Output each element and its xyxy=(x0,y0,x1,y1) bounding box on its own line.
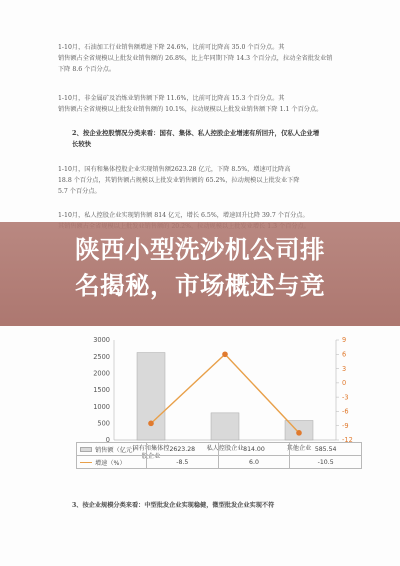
left-tick-label: 2500 xyxy=(93,352,110,361)
paragraph-nonmetal xyxy=(58,93,354,115)
text-line: 1-10月，私人控股企业实现销售额 814 亿元，增长 6.5%，增速回升比降 39.7 个百分点。 xyxy=(58,212,309,219)
legend-line-swatch xyxy=(80,462,92,464)
left-tick-label: 500 xyxy=(97,419,110,428)
table-row xyxy=(77,443,362,456)
text-line: 1-10月，石油加工行业销售额增速下降 24.6%，比前可比降高 35.0 个百分点。其 xyxy=(58,44,285,51)
table-row-label xyxy=(77,456,147,469)
section-heading-ownership xyxy=(72,128,352,150)
table-cell: 6.0 xyxy=(218,456,290,469)
table-cell: 2623.28 xyxy=(146,443,218,456)
paragraph-state-owned xyxy=(58,164,354,197)
right-tick-label: -6 xyxy=(342,407,349,416)
right-tick-label: 6 xyxy=(342,350,347,359)
table-cell: 585.54 xyxy=(290,443,362,456)
left-tick-label: 1500 xyxy=(93,386,110,395)
left-tick-label: 2000 xyxy=(93,369,110,378)
bar xyxy=(137,353,165,440)
category-label: 私人控股企业 xyxy=(206,445,244,452)
bar xyxy=(211,413,239,440)
legend-bar-swatch xyxy=(80,447,92,452)
text-line: 下降 8.6 个百分点。 xyxy=(58,66,116,73)
section-heading-size: 3、按企业规模分类来看：中型批发企业实现稳健，微型批发企业实现不符 xyxy=(72,502,275,509)
growth-point xyxy=(222,351,228,357)
paragraph-petroleum xyxy=(58,42,354,75)
title-line: 陕西小型洗沙机公司排 xyxy=(75,235,325,264)
text-line: 销售额占全省规模以上批发业销售额的 10.1%，拉动规模以上批发业销售额下降 1.1 个百分点。 xyxy=(58,106,323,113)
category-label: 其他企业 xyxy=(286,445,312,452)
text-line: 1-10月，非金属矿及冶炼业销售额下降 11.6%，比前可比降高 15.3 个百分点。其 xyxy=(58,95,285,102)
table-cell: -8.5 xyxy=(146,456,218,469)
right-tick-label: 0 xyxy=(342,379,347,388)
series-name: 增速（%） xyxy=(95,459,126,467)
left-tick-label: 3000 xyxy=(93,336,110,345)
left-tick-label: 0 xyxy=(105,436,110,445)
category-label: 股企业 xyxy=(141,453,161,460)
text-line: 长较快 xyxy=(72,140,92,148)
chart-data-table xyxy=(76,442,362,469)
text-line: 18.8 个百分点，其销售额占规模以上批发业销售额的 65.2%，拉动规模以上批发业下降 xyxy=(58,177,300,184)
text-line: 2、按企业控股情况分类来看：国有、集体、私人控股企业增速有所回升，仅私人企业增 xyxy=(72,129,320,137)
table-row xyxy=(77,456,362,469)
series-name: 销售额（亿元） xyxy=(95,446,139,454)
right-tick-label: 9 xyxy=(342,336,347,345)
article-title xyxy=(0,232,400,304)
right-tick-label: -12 xyxy=(342,436,353,445)
title-line: 名揭秘，市场概述与竞 xyxy=(75,271,325,300)
right-tick-label: 3 xyxy=(342,364,347,373)
text-line: 1-10月，国有和集体控股企业实现销售额2623.28 亿元，下降 8.5%，增速可比降高 xyxy=(58,166,291,173)
table-cell: 814.00 xyxy=(218,443,290,456)
table-row-label xyxy=(77,443,147,456)
table-cell: -10.5 xyxy=(290,456,362,469)
growth-point xyxy=(296,430,302,436)
text-line: 销售额占全省规模以上批发业销售额的 26.8%，比上年同期下降 14.3 个百分点，拉动全省批发业销 xyxy=(58,55,333,62)
category-label: 国有和集体控 xyxy=(132,445,170,452)
right-tick-label: -9 xyxy=(342,421,349,430)
left-tick-label: 1000 xyxy=(93,402,110,411)
right-tick-label: -3 xyxy=(342,393,349,402)
growth-point xyxy=(148,421,154,427)
text-line: 5.7 个百分点。 xyxy=(58,188,101,195)
